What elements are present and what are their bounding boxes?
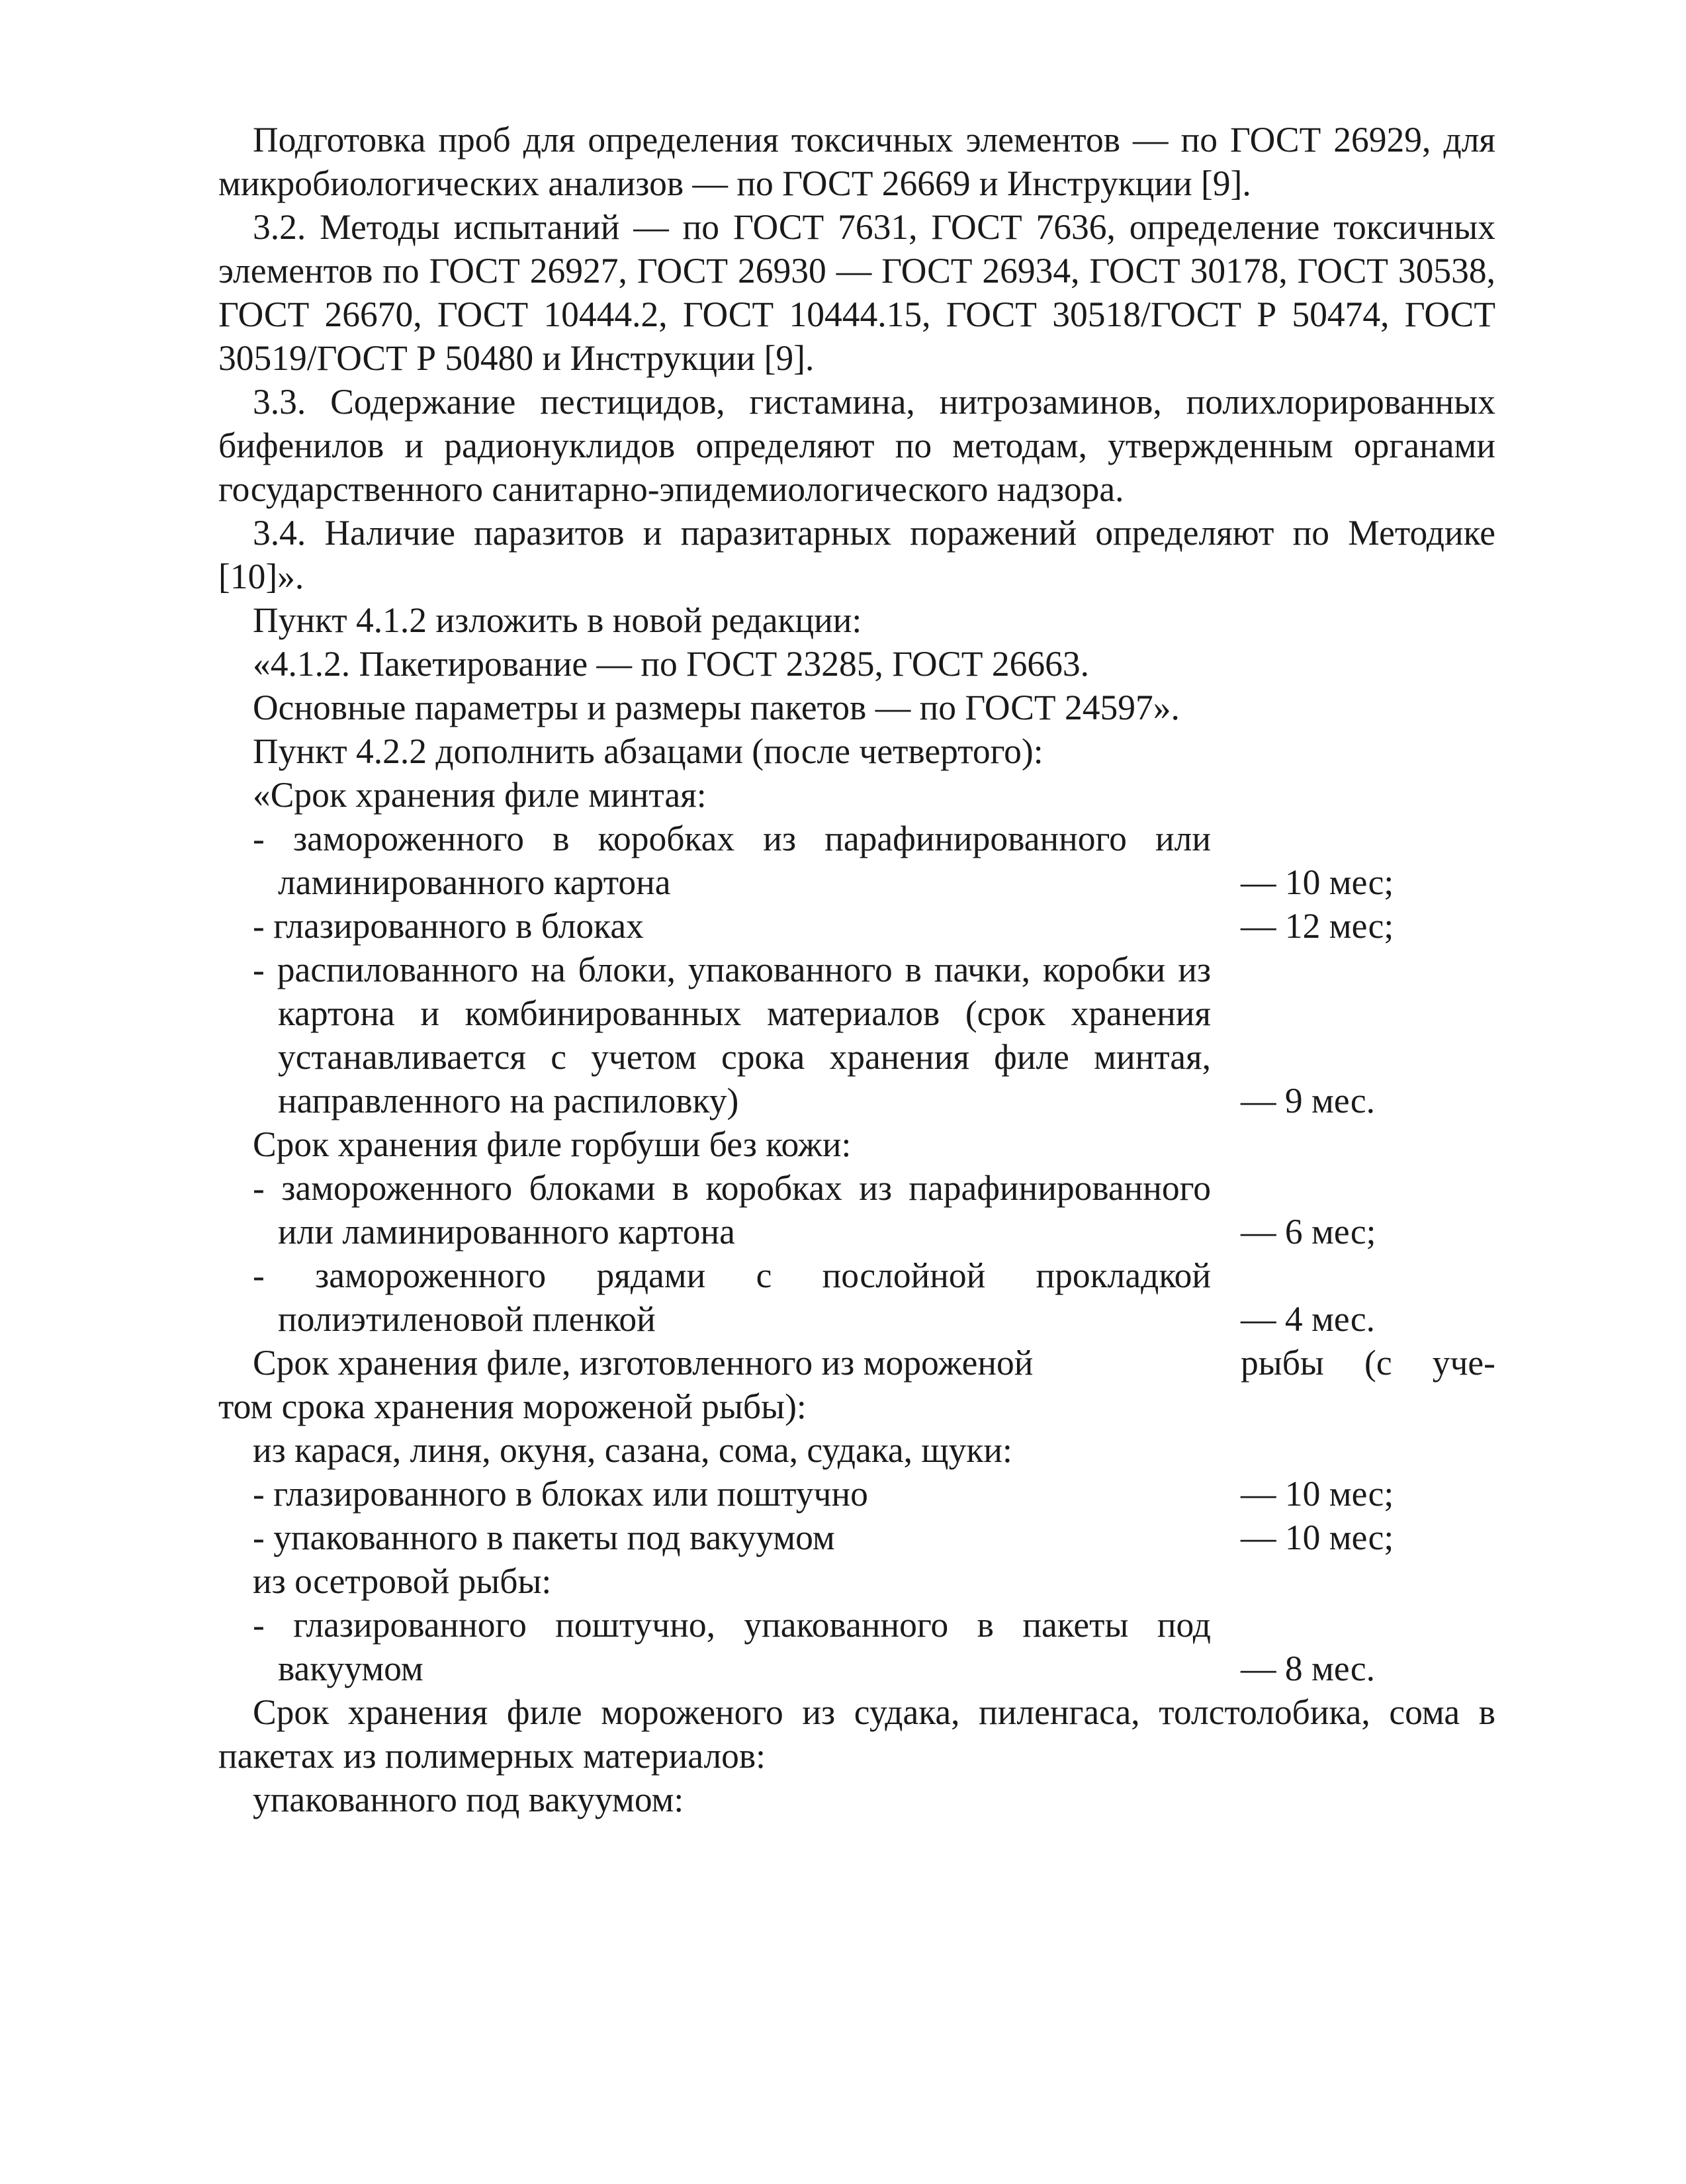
list-item [218,1472,1495,1516]
list-item [218,904,1495,948]
paragraph-4-2-2-intro: Пункт 4.2.2 дополнить абзацами (после четвертого): [253,731,1043,771]
list-item-text: - глазированного поштучно, упакованного в пакеты под вакуумом [253,1605,1211,1688]
list-item-text: - глазированного в блоках или поштучно [253,1474,868,1514]
paragraph-package-params: Основные параметры и размеры пакетов — по ГОСТ 24597». [253,688,1180,727]
vacuum-heading: упакованного под вакуумом: [253,1780,684,1819]
storage-term: — 10 мес; [1241,862,1394,902]
list-item-text: - глазированного в блоках [253,906,644,946]
storage-term: — 12 мес; [1241,906,1394,946]
paragraph-3-3: 3.3. Содержание пестицидов, гистамина, нитрозаминов, полихлорированных бифенилов и радионуклидов определяют по методам, утвержденным органами государственного санитарно-эпидемиологического надзора. [218,382,1495,509]
storage-term: — 9 мес. [1241,1081,1376,1120]
paragraph-4-1-2-intro: Пункт 4.1.2 изложить в новой редакции: [253,600,862,640]
list-item [218,817,1495,904]
list-item [218,1253,1495,1341]
frozen-fish-heading [218,1341,1495,1385]
storage-term: — 6 мес; [1241,1212,1376,1251]
paragraph-sample-prep: Подготовка проб для определения токсичных элементов — по ГОСТ 26929, для микробиологических анализов — по ГОСТ 26669 и Инструкции [9]. [218,120,1495,203]
list-item-text: - упакованного в пакеты под вакуумом [253,1518,835,1557]
list-item [218,948,1495,1122]
list-item [218,1166,1495,1253]
storage-term: — 4 мес. [1241,1299,1376,1339]
storage-term: — 10 мес; [1241,1474,1394,1514]
frozen-fish-heading-right: рыбы (с уче- [1241,1343,1495,1383]
paragraph-polymer-packages: Срок хранения филе мороженого из судака, пиленгаса, толстолобика, сома в пакетах из полимерных материалов: [218,1692,1495,1776]
list-item-text: - замороженного в коробках из парафинированного или ламинированного картона [253,819,1211,902]
freshwater-heading: из карася, линя, окуня, сазана, сома, судака, щуки: [253,1430,1012,1470]
list-item-text: - распилованного на блоки, упакованного в пачки, коробки из картона и комбинированных материалов (срок хранения устанавливается с учетом срока хранения филе минтая, направленного на распиловку) [253,950,1211,1120]
paragraph-3-2: 3.2. Методы испытаний — по ГОСТ 7631, ГОСТ 7636, определение токсичных элементов по ГОСТ 26927, ГОСТ 26930 — ГОСТ 26934, ГОСТ 30178, ГОСТ 30538, ГОСТ 26670, ГОСТ 10444.2, ГОСТ 10444.15, ГОСТ 30518/ГОСТ Р 50474, ГОСТ 30519/ГОСТ Р 50480 и Инструкции [9]. [218,207,1495,378]
list-item-text: - замороженного рядами с послойной прокладкой полиэтиленовой пленкой [253,1255,1211,1339]
list-item-text: - замороженного блоками в коробках из парафинированного или ламинированного картона [253,1168,1211,1251]
pink-salmon-heading: Срок хранения филе горбуши без кожи: [253,1124,852,1164]
paragraph-3-4: 3.4. Наличие паразитов и паразитарных поражений определяют по Методике [10]». [218,513,1495,596]
pollock-heading: «Срок хранения филе минтая: [253,775,707,815]
frozen-fish-heading-left: Срок хранения филе, изготовленного из мороженой [253,1343,1034,1383]
frozen-fish-heading-cont: том срока хранения мороженой рыбы): [218,1387,807,1426]
document-page [218,118,1495,1821]
storage-term: — 8 мес. [1241,1649,1376,1688]
sturgeon-heading: из осетровой рыбы: [253,1561,552,1601]
paragraph-4-1-2: «4.1.2. Пакетирование — по ГОСТ 23285, ГОСТ 26663. [253,644,1089,684]
list-item [218,1603,1495,1690]
list-item [218,1516,1495,1559]
storage-term: — 10 мес; [1241,1518,1394,1557]
